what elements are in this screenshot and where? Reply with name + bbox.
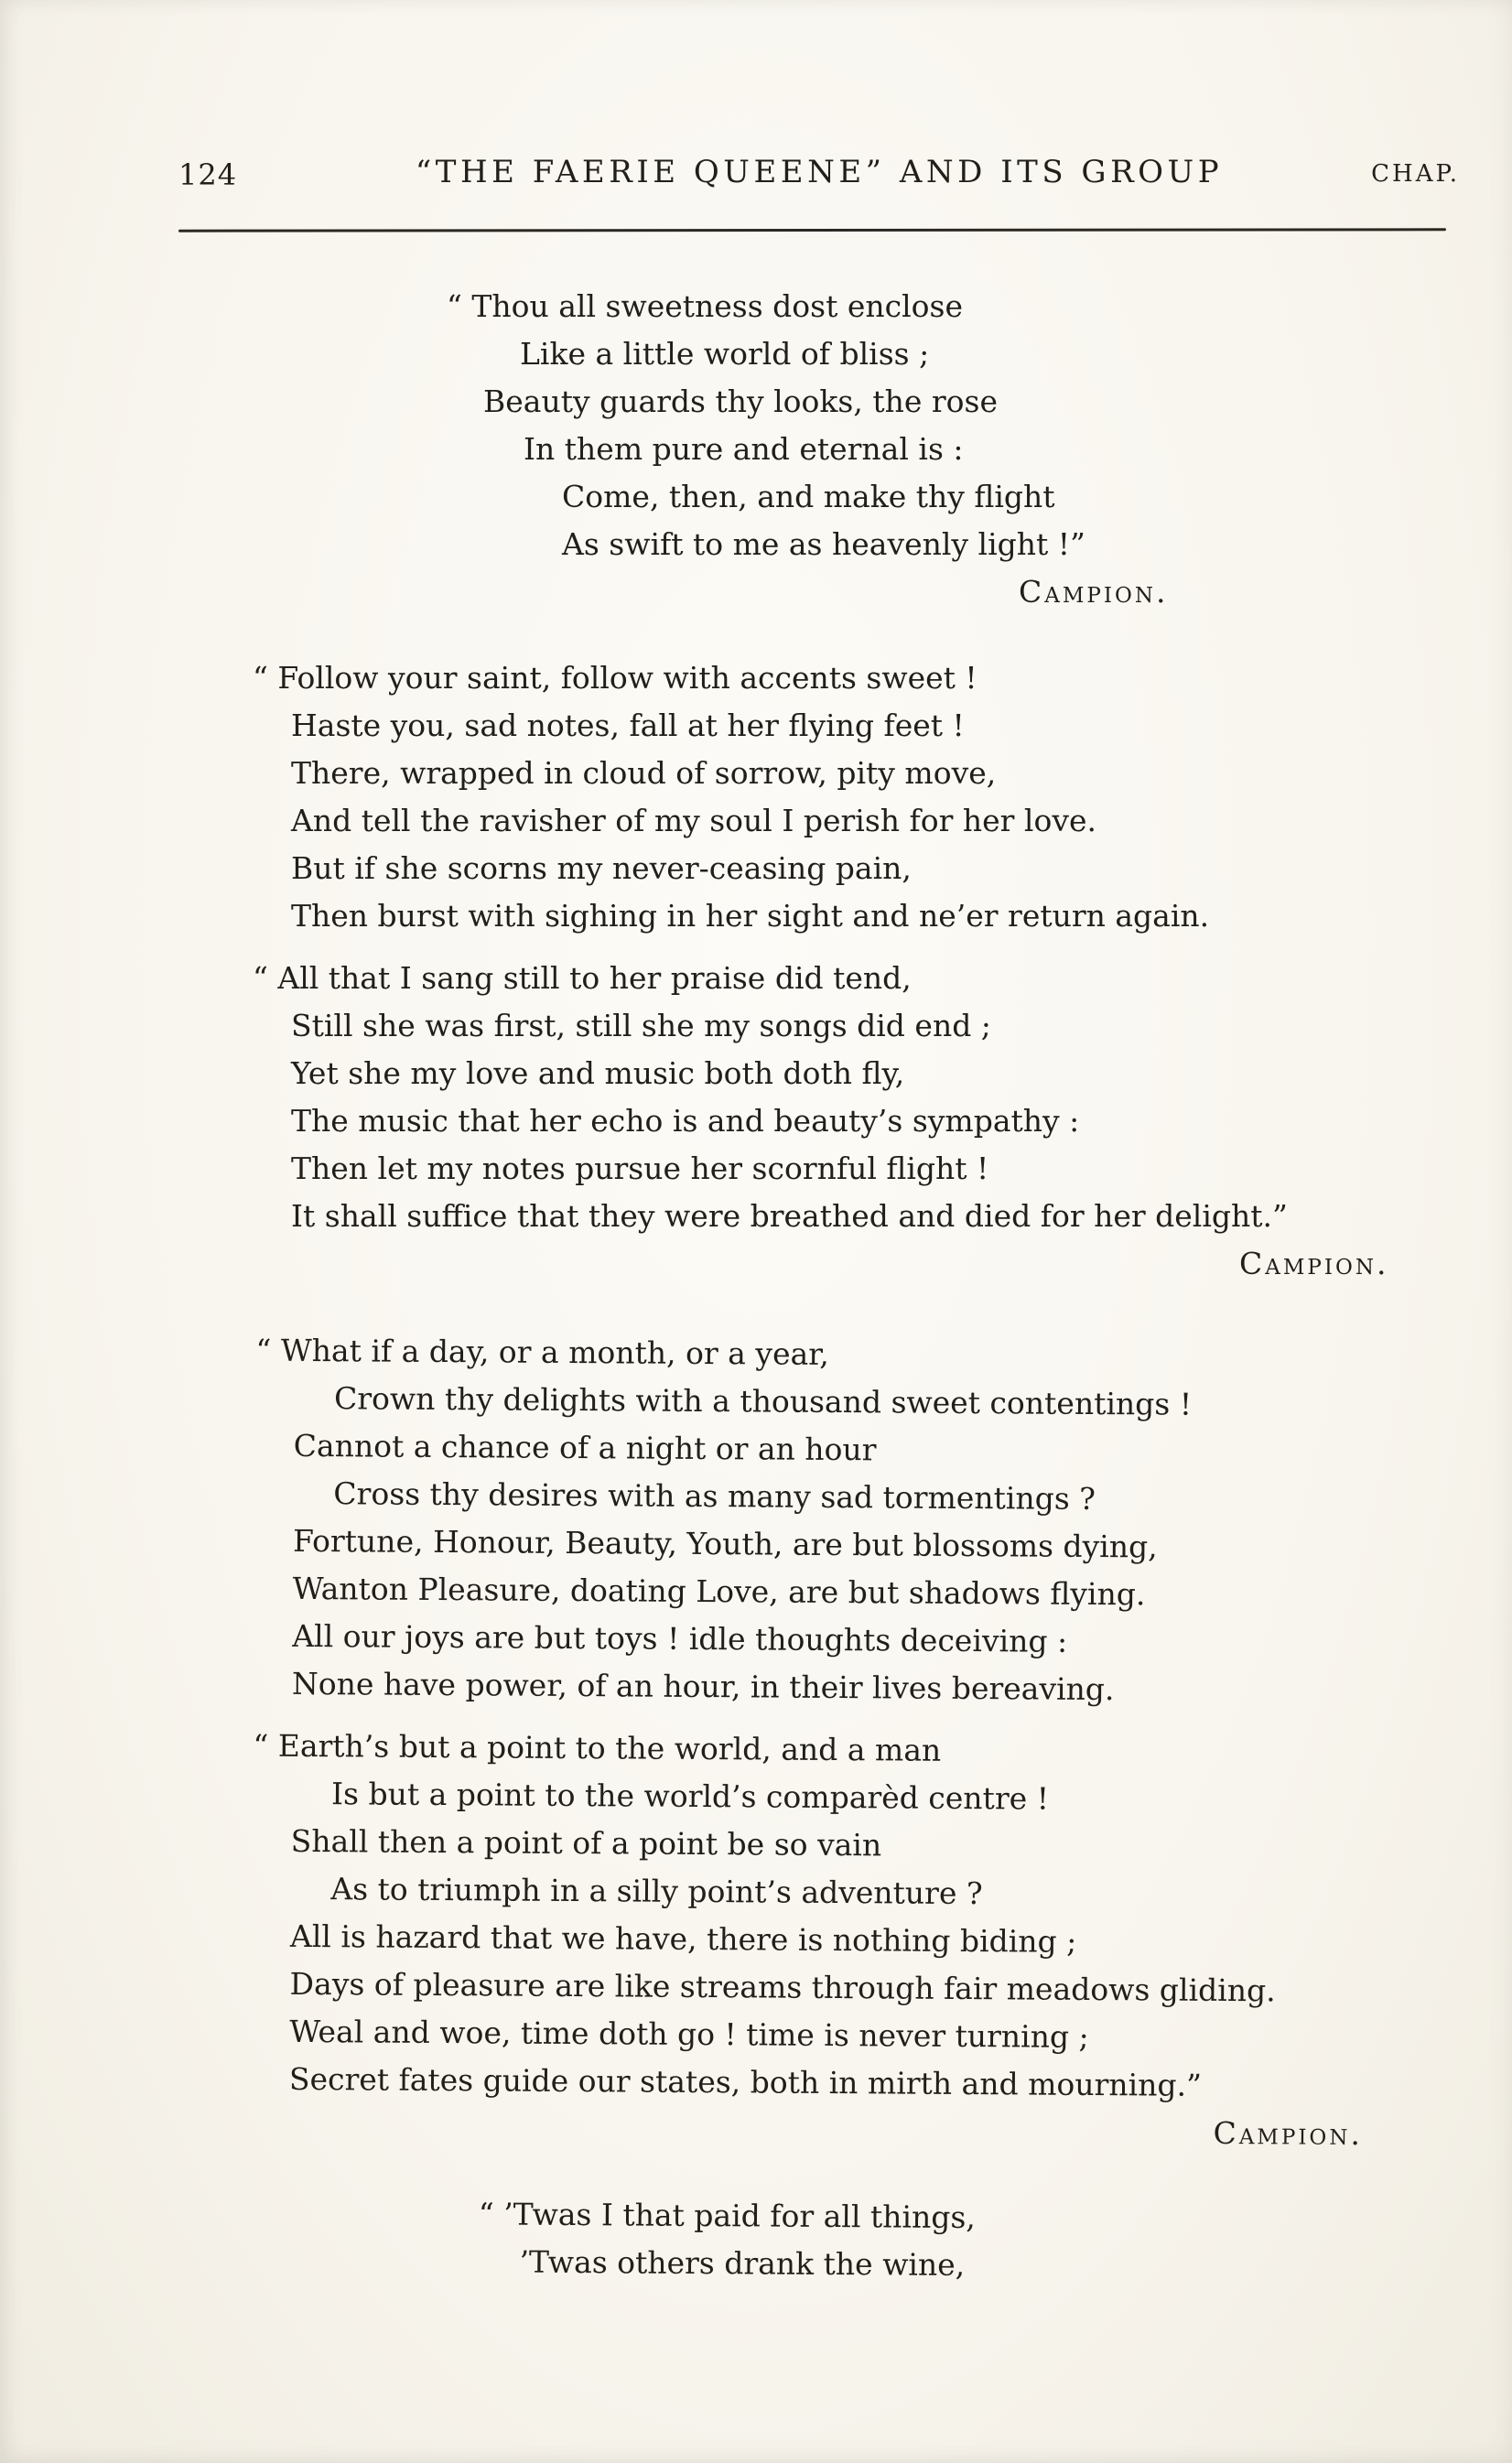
poem-attribution: Campion. xyxy=(1213,2114,1364,2153)
poem-line: In them pure and eternal is : xyxy=(524,431,964,467)
poem-line: Weal and woe, time doth go ! time is never turning ; xyxy=(289,2013,1089,2055)
poem-stanza-5 xyxy=(253,1723,1460,2159)
poem-line: Shall then a point of a point be so vain xyxy=(290,1822,882,1863)
poem-line: Wanton Pleasure, doating Love, are but shadows flying. xyxy=(292,1570,1146,1613)
poem-line: It shall suffice that they were breathed and died for her delight.” xyxy=(291,1198,1288,1234)
poem-line: Come, then, and make thy flight xyxy=(562,479,1055,514)
poem-line: Days of pleasure are like streams through fair meadows gliding. xyxy=(289,1965,1276,2009)
header-rule xyxy=(178,228,1446,232)
poem-line: Haste you, sad notes, fall at her flying feet ! xyxy=(291,708,965,743)
poem-line: Yet she my love and music both doth fly, xyxy=(291,1055,905,1091)
poem-line: As to triumph in a silly point’s adventure ? xyxy=(330,1871,983,1912)
poem-line: Is but a point to the world’s comparèd centre ! xyxy=(330,1776,1050,1817)
scan-skew-region xyxy=(175,1326,1463,2293)
poem-line: Then burst with sighing in her sight and ne’er return again. xyxy=(291,898,1210,934)
running-title: “THE FAERIE QUEENE” AND ITS GROUP xyxy=(415,154,1224,190)
page-header xyxy=(178,154,1460,196)
poem-line: Crown thy delights with a thousand sweet contentings ! xyxy=(333,1380,1193,1422)
poem-line: “ ’Twas I that paid for all things, xyxy=(478,2196,976,2236)
poem-line: None have power, of an hour, in their lives bereaving. xyxy=(291,1665,1115,1708)
poem-line: Fortune, Honour, Beauty, Youth, are but blossoms dying, xyxy=(292,1522,1158,1565)
poem-line: Beauty guards thy looks, the rose xyxy=(483,383,998,419)
poem-line: Still she was first, still she my songs did end ; xyxy=(291,1008,991,1043)
poem-stanza-3 xyxy=(253,955,1460,1288)
poem-line: And tell the ravisher of my soul I perish for her love. xyxy=(291,803,1097,838)
poem-stanza-4 xyxy=(255,1327,1463,1716)
poem-line: Like a little world of bliss ; xyxy=(520,336,930,372)
poem-line: There, wrapped in cloud of sorrow, pity move, xyxy=(291,755,997,791)
poem-line: All is hazard that we have, there is nothing biding ; xyxy=(289,1917,1077,1960)
chapter-label: CHAP. xyxy=(1371,160,1460,188)
poem-line: “ Follow your saint, follow with accents sweet ! xyxy=(253,660,977,696)
poem-stanza-6 xyxy=(478,2190,1457,2292)
poem-line: Then let my notes pursue her scornful flight ! xyxy=(291,1150,989,1186)
poem-stanza-1 xyxy=(447,283,1460,616)
poem-line: But if she scorns my never-ceasing pain, xyxy=(291,850,912,886)
poem-line: As swift to me as heavenly light !” xyxy=(562,526,1085,562)
poem-attribution: Campion. xyxy=(1239,1246,1389,1281)
poem-line: “ What if a day, or a month, or a year, xyxy=(255,1332,829,1372)
poem-line: The music that her echo is and beauty’s sympathy : xyxy=(291,1103,1080,1139)
poem-line: Secret fates guide our states, both in mirth and mourning.” xyxy=(288,2060,1203,2103)
poem-line: All our joys are but toys ! idle thoughts deceiving : xyxy=(292,1617,1068,1659)
poem-line: “ Earth’s but a point to the world, and a man xyxy=(253,1727,942,1768)
poem-line: ’Twas others drank the wine, xyxy=(519,2243,966,2284)
poem-stanza-2 xyxy=(253,654,1460,940)
poem-line: “ Thou all sweetness dost enclose xyxy=(447,288,963,324)
poem-line: “ All that I sang still to her praise did tend, xyxy=(253,960,912,996)
poem-attribution: Campion. xyxy=(1019,574,1169,610)
page-number: 124 xyxy=(178,157,238,192)
poem-line: Cannot a chance of a night or an hour xyxy=(293,1427,877,1468)
poem-line: Cross thy desires with as many sad tormentings ? xyxy=(333,1475,1096,1517)
